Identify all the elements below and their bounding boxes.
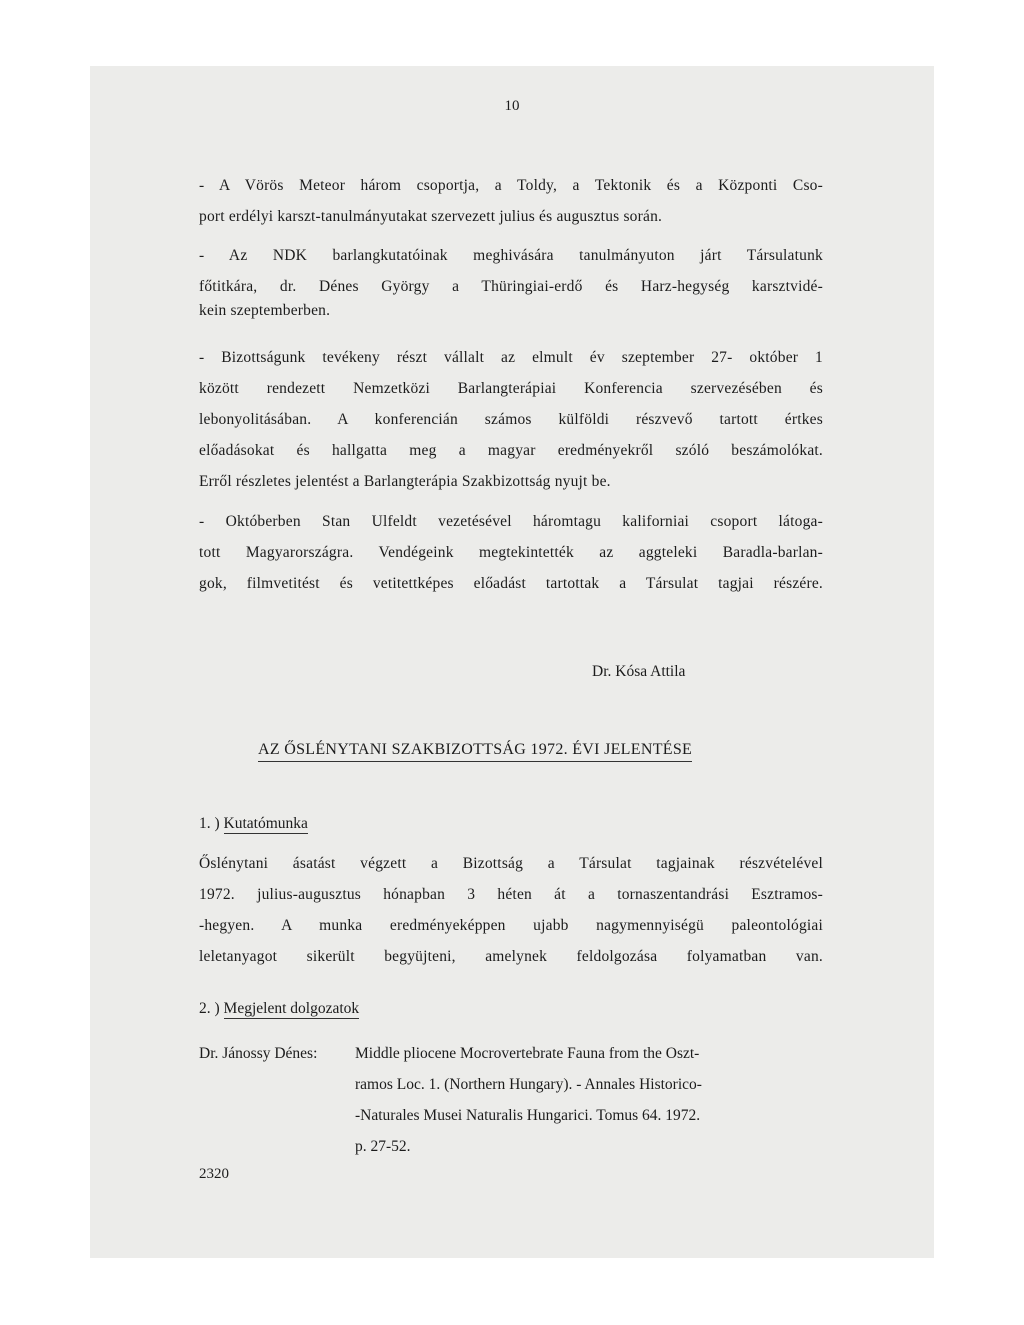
bottom-page-number: 2320 <box>199 1166 229 1182</box>
paragraph-line: - Bizottságunk tevékeny részt vállalt az elmult év szeptember 27- október 1 <box>199 349 823 366</box>
paragraph-line: lebonyolitásában. A konferencián számos külföldi részvevő tartott értkes <box>199 411 823 428</box>
citation-line: ramos Loc. 1. (Northern Hungary). - Annales Historico- <box>355 1076 702 1093</box>
research-paragraph <box>199 848 823 972</box>
signature: Dr. Kósa Attila <box>592 663 686 680</box>
paragraph-konferencia <box>199 342 823 497</box>
paragraph-line: főtitkára, dr. Dénes György a Thüringiai-erdő és Harz-hegység karsztvidé- <box>199 278 823 295</box>
paragraph-line: előadásokat és hallgatta meg a magyar eredményekről szóló beszámolókat. <box>199 442 823 459</box>
page-number: 10 <box>504 98 520 114</box>
paragraph-line: -hegyen. A munka eredményeképpen ujabb nagymennyiségü paleontológiai <box>199 917 823 934</box>
paragraph-line: kein szeptemberben. <box>199 302 331 319</box>
paragraph-line: port erdélyi karszt-tanulmányutakat szervezett julius és augusztus során. <box>199 208 663 225</box>
paragraph-line: Erről részletes jelentést a Barlangterápia Szakbizottság nyujt be. <box>199 473 611 490</box>
paragraph-line: gok, filmvetitést és vetitettképes előadást tartottak a Társulat tagjai részére. <box>199 575 823 592</box>
paragraph-voros-meteor <box>199 170 823 232</box>
paragraph-line: - A Vörös Meteor három csoportja, a Toldy, a Tektonik és a Központi Cso- <box>199 177 823 194</box>
publication-citation <box>355 1038 823 1162</box>
citation-line: Middle pliocene Mocrovertebrate Fauna from the Oszt- <box>355 1045 700 1062</box>
publications-heading-label: Megjelent dolgozatok <box>223 1000 360 1017</box>
citation-line: -Naturales Musei Naturalis Hungarici. Tomus 64. 1972. <box>355 1107 701 1124</box>
paragraph-line: Őslénytani ásatást végzett a Bizottság a Társulat tagjainak részvételével <box>199 855 823 872</box>
section-title: AZ ŐSLÉNYTANI SZAKBIZOTTSÁG 1972. ÉVI JELENTÉSE <box>258 741 692 762</box>
paragraph-line: tott Magyarországra. Vendégeink megtekintették az aggteleki Baradla-barlan- <box>199 544 823 561</box>
research-heading-label: Kutatómunka <box>223 815 308 832</box>
research-number: 1. ) <box>199 815 220 832</box>
citation-line: p. 27-52. <box>355 1138 411 1155</box>
publication-author: Dr. Jánossy Dénes: <box>199 1045 318 1062</box>
paragraph-line: leletanyagot sikerült begyüjteni, amelynek feldolgozása folyamatban van. <box>199 948 823 965</box>
publications-heading <box>199 1000 359 1018</box>
paragraph-ndk <box>199 240 823 326</box>
research-heading <box>199 815 308 833</box>
paragraph-line: között rendezett Nemzetközi Barlangterápiai Konferencia szervezésében és <box>199 380 823 397</box>
paragraph-kaliforniai <box>199 506 823 599</box>
publications-number: 2. ) <box>199 1000 220 1017</box>
paragraph-line: - Októberben Stan Ulfeldt vezetésével háromtagu kaliforniai csoport látoga- <box>199 513 823 530</box>
paragraph-line: - Az NDK barlangkutatóinak meghivására tanulmányuton járt Társulatunk <box>199 247 823 264</box>
paragraph-line: 1972. julius-augusztus hónapban 3 héten át a tornaszentandrási Esztramos- <box>199 886 823 903</box>
